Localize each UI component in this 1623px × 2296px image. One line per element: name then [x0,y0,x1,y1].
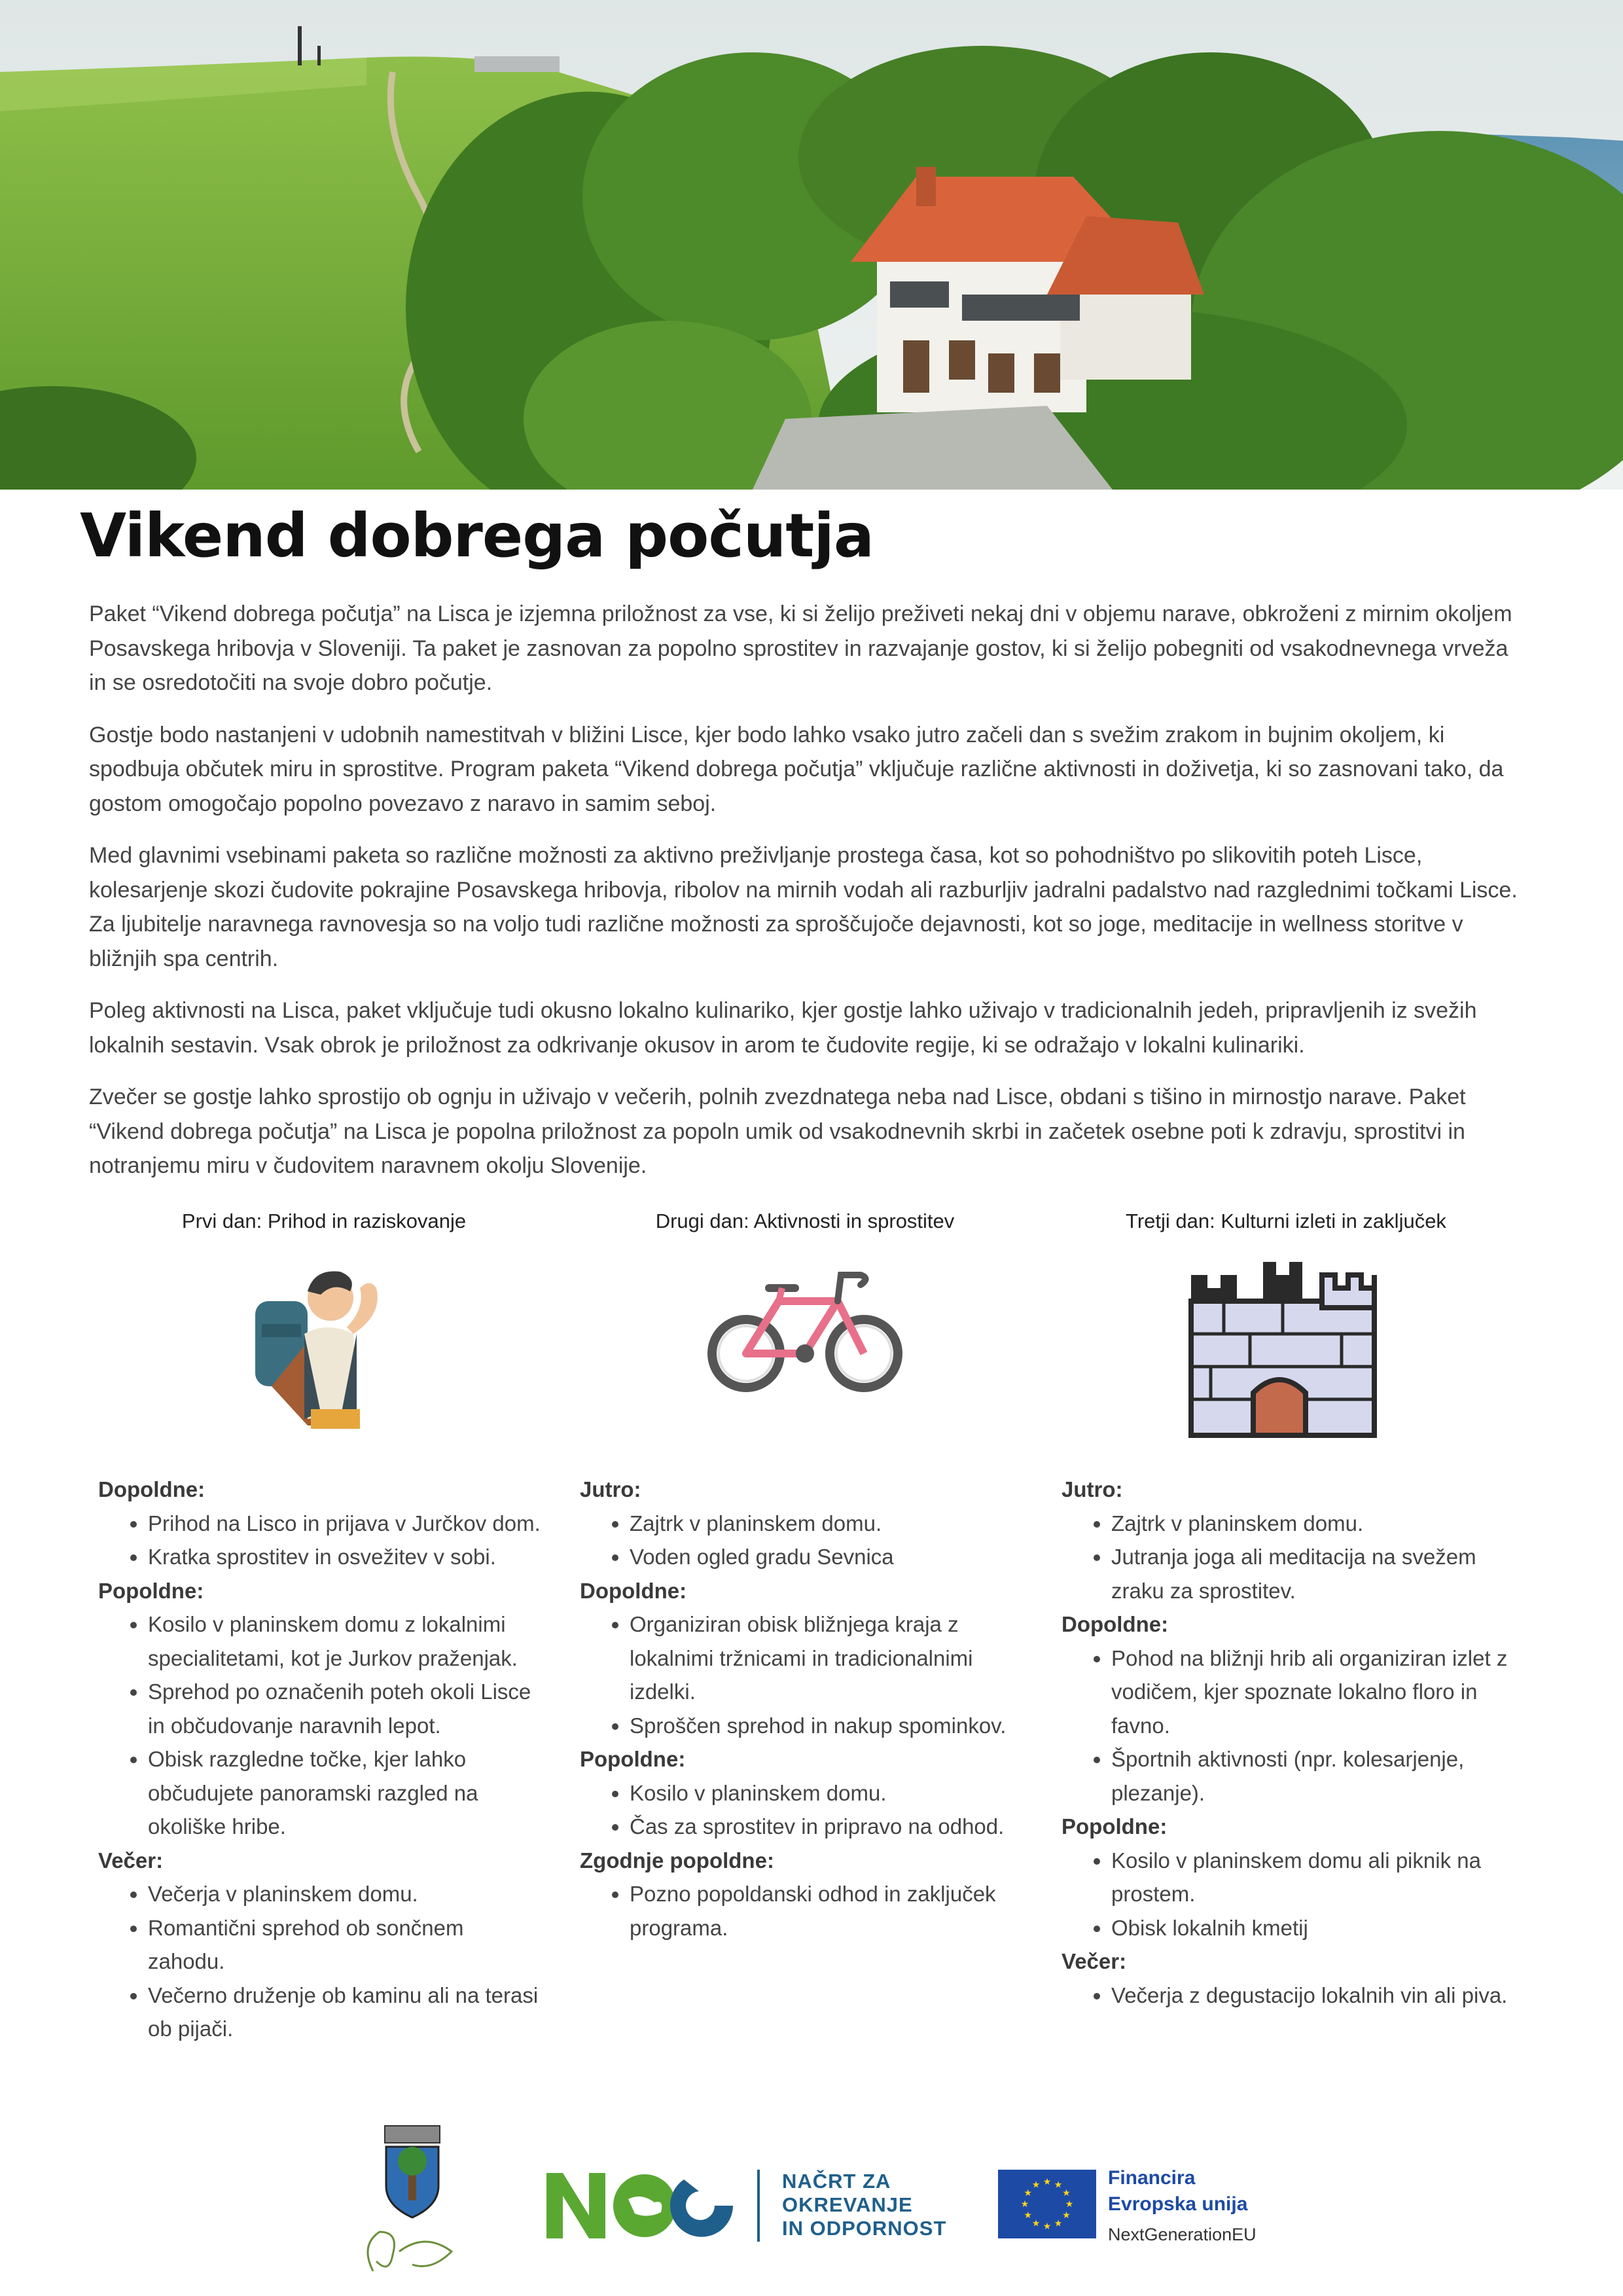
list-item: • Pozno popoldanski odhod in zaključek programa. [630,1877,1038,1945]
list-item: • Sproščen sprehod in nakup spominkov. [630,1709,1038,1743]
eu-star: ★ [1043,2221,1052,2231]
eu-caption [1108,2165,1257,2248]
eu-star: ★ [1024,2210,1032,2220]
item-list [98,1607,543,1844]
list-item: • Kosilo v planinskem domu z lokalnimi specialitetami, kot je Jurkov praženjak. [148,1607,543,1675]
eu-star: ★ [1043,2176,1052,2187]
eu-star: ★ [1062,2187,1071,2198]
intro-paragraph: Zvečer se gostje lahko sprostijo ob ognju in uživajo v večerih, polnih zvezdnatega neba nad Lisce, obdani s tišino in mirnostjo narave. Paket “Vikend dobrega počutja” na Lisca je popolna priložnost za popoln umik od vsakodnevnih skrbi in začetek osebne poti k zdravju, sprostitvi in notranjemu miru v čudovitem naravnem okolju Slovenije. [89,1085,1466,1178]
noo-logo [543,2166,740,2245]
section-label: Popoldne: [1061,1814,1168,1839]
day-2-heading: Drugi dan: Aktivnosti in sprostitev [655,1210,955,1232]
eu-star: ★ [1065,2198,1074,2209]
item-list [580,1507,1038,1574]
eu-flag-icon [998,2170,1096,2238]
day-1-heading: Prvi dan: Prihod in raziskovanje [181,1210,467,1232]
section-label: Jutro: [1061,1477,1123,1501]
list-item: • Organiziran obisk bližnjega kraja z lokalnimi tržnicami in tradicionalnimi izdelki. [630,1607,1038,1709]
day-3-schedule [1061,1473,1520,2012]
day-2-schedule [580,1473,1038,1945]
list-item: • Obisk razgledne točke, kjer lahko občudujete panoramski razgled na okoliške hribe. [148,1742,543,1844]
eu-star: ★ [1054,2217,1063,2229]
list-item: • Večerno druženje ob kaminu ali na terasi ob pijači. [148,1979,543,2046]
list-item: • Športnih aktivnosti (npr. kolesarjenje, plezanje). [1111,1742,1520,1810]
bicycle-icon [707,1262,903,1409]
eu-line: Evropska unija [1108,2193,1248,2215]
section-label: Popoldne: [580,1747,686,1771]
eu-sub: NextGenerationEU [1108,2225,1257,2244]
noo-line: NAČRT ZA [782,2170,891,2193]
noo-line: OKREVANJE [782,2193,913,2216]
list-item: • Večerja v planinskem domu. [148,1877,543,1911]
item-list [580,1607,1038,1742]
list-item: • Zajtrk v planinskem domu. [1111,1507,1520,1541]
hero-image [0,0,1623,490]
item-list [1061,1979,1520,2013]
eu-star: ★ [1031,2179,1041,2190]
item-list [1061,1507,1520,1608]
list-item: • Jutranja joga ali meditacija na svežem zraku za sprostitev. [1111,1540,1520,1607]
eu-star: ★ [1054,2179,1063,2190]
item-list [1061,1641,1520,1810]
eu-star: ★ [1031,2217,1041,2229]
section-label: Zgodnje popoldne: [580,1848,774,1873]
noo-line: IN ODPORNOST [782,2217,947,2240]
list-item: • Kratka sprostitev in osvežitev v sobi. [148,1540,543,1574]
list-item: • Pohod na bližnji hrib ali organiziran izlet z vodičem, kjer spoznate lokalno floro in favno. [1111,1641,1520,1743]
list-item: • Čas za sprostitev in pripravo na odhod. [630,1810,1038,1844]
list-item: • Kosilo v planinskem domu. [630,1776,1038,1810]
item-list [580,1776,1038,1844]
eu-star: ★ [1024,2187,1032,2198]
intro-paragraph: Gostje bodo nastanjeni v udobnih namestitvah v bližini Lisce, kjer bodo lahko vsako jutro začeli dan s svežim zrakom in bujnim okoljem, ki spodbuja občutek miru in sprostitve. Program paketa “Vikend dobrega počutja” vključuje različne aktivnosti in doživetja, ki so zasnovani tako, da gostom omogočajo popolno povezavo z naravo in samim seboj. [89,722,1504,816]
eu-star: ★ [1062,2210,1071,2220]
municipality-logo [353,2121,471,2284]
castle-icon [1185,1262,1381,1442]
hiker-icon [242,1262,406,1435]
list-item: • Večerja z degustacijo lokalnih vin ali piva. [1111,1979,1520,2013]
day-1-schedule [98,1473,543,2046]
list-item: • Sprehod po označenih poteh okoli Lisce in občudovanje naravnih lepot. [148,1675,543,1742]
section-label: Večer: [1061,1949,1127,1973]
item-list [580,1877,1038,1945]
section-label: Večer: [98,1848,164,1873]
section-label: Popoldne: [98,1578,204,1603]
list-item: • Romantični sprehod ob sončnem zahodu. [148,1911,543,1979]
list-item: • Zajtrk v planinskem domu. [630,1507,1038,1541]
intro-paragraph: Poleg aktivnosti na Lisca, paket vključuje tudi okusno lokalno kulinariko, kjer gostje lahko uživajo v tradicionalnih jedeh, pripravljenih iz svežih lokalnih sestavin. Vsak obrok je priložnost za odkrivanje okusov in arom te čudovite regije, ki se odražajo v lokalni kulinariki. [89,998,1477,1058]
list-item: • Prihod na Lisco in prijava v Jurčkov dom. [148,1507,543,1541]
noo-divider [757,2170,760,2242]
eu-star: ★ [1020,2198,1029,2209]
intro-text [89,597,1529,1201]
section-label: Dopoldne: [98,1477,205,1501]
section-label: Dopoldne: [1061,1612,1169,1636]
list-item: • Kosilo v planinskem domu ali piknik na prostem. [1111,1844,1520,1911]
day-3-heading: Tretji dan: Kulturni izleti in zaključek [1126,1210,1446,1232]
section-label: Jutro: [580,1477,641,1501]
section-label: Dopoldne: [580,1578,687,1603]
eu-line: Financira [1108,2167,1196,2189]
footer-logos [0,2121,1623,2296]
item-list [98,1507,543,1574]
intro-paragraph: Paket “Vikend dobrega počutja” na Lisca je izjemna priložnost za vse, ki si želijo preživeti nekaj dni v objemu narave, obkroženi z mirnim okoljem Posavskega hribovja v Sloveniji. Ta paket je zasnovan za popolno sprostitev in razvajanje gostov, ki si želijo pobegniti od vsakodnevnega vrveža in se osredotočiti na svoje dobro počutje. [89,601,1512,695]
item-list [1061,1844,1520,1945]
list-item: • Voden ogled gradu Sevnica [630,1540,1038,1574]
noo-title [782,2170,946,2240]
page-title: Vikend dobrega počutja [80,501,874,571]
intro-paragraph: Med glavnimi vsebinami paketa so različne možnosti za aktivno preživljanje prostega časa, kot so pohodništvo po slikovitih poteh Lisce, kolesarjenje skozi čudovite pokrajine Posavskega hribovja, ribolov na mirnih vodah ali razburljiv jadralni padalstvo nad razglednimi točkami Lisce. Za ljubitelje naravnega ravnovesja so na voljo tudi različne možnosti za sproščujoče dejavnosti, kot so joge, meditacije in wellness storitve v bližnjih spa centrih. [89,843,1518,971]
item-list [98,1877,543,2046]
list-item: • Obisk lokalnih kmetij [1111,1911,1520,1945]
